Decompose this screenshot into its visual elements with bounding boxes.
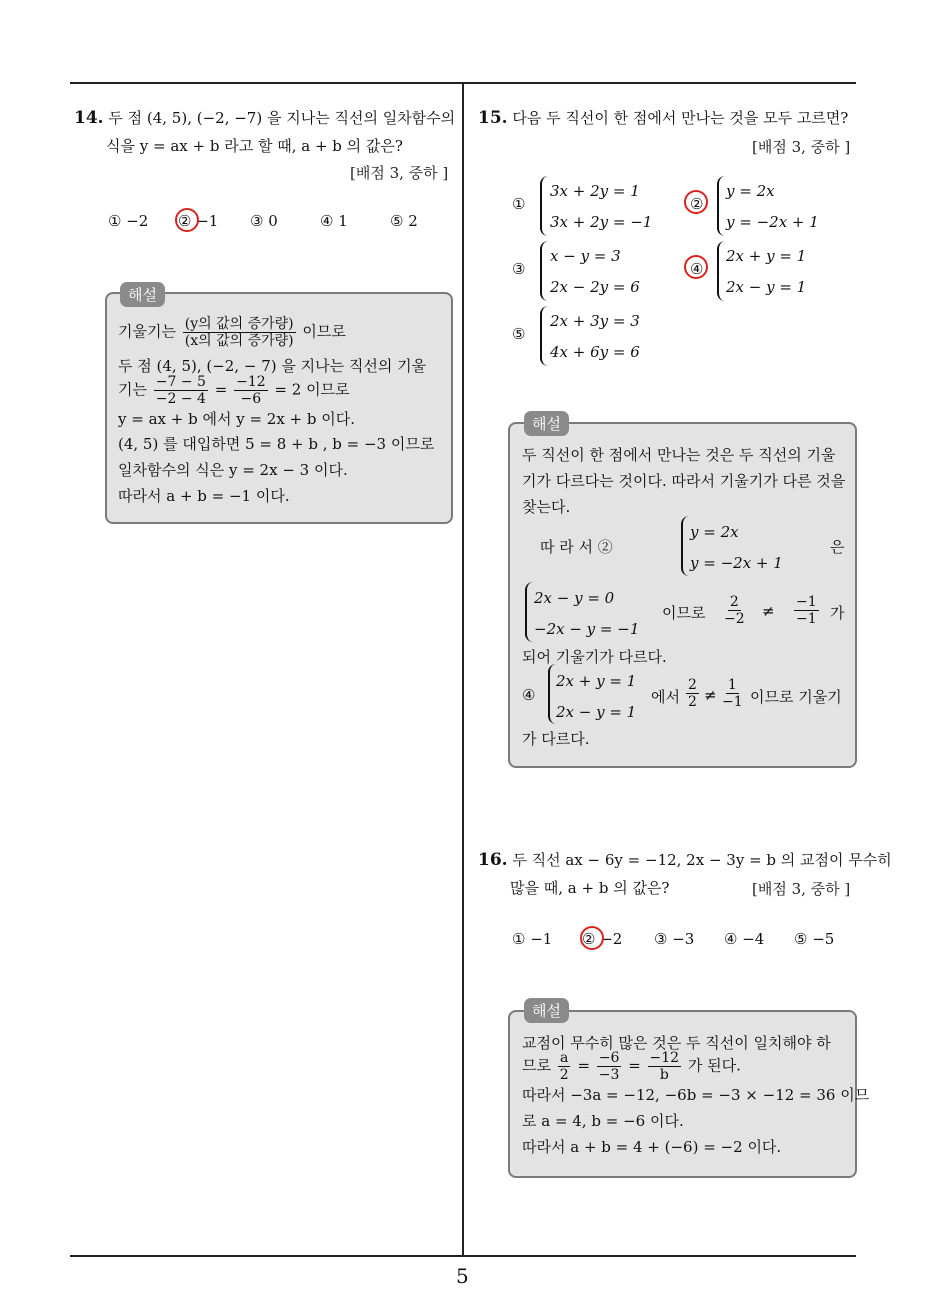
solution-text: 에서	[651, 688, 680, 706]
system-brace	[540, 176, 548, 236]
system-brace	[540, 241, 548, 301]
equation: y = −2x + 1	[690, 554, 783, 572]
system-brace	[540, 306, 548, 366]
equation: 2x + 3y = 3	[550, 312, 640, 330]
equation: 2x − y = 0	[534, 589, 615, 607]
question-14	[74, 104, 458, 160]
solution-line: 일차함수의 식은 y = 2x − 3 이다.	[118, 461, 348, 479]
equation: 2x − y = 1	[556, 703, 637, 721]
solution-line: 교점이 무수히 많은 것은 두 직선이 일치해야 하	[522, 1034, 831, 1052]
question-text-line1: 두 직선 ax − 6y = −12, 2x − 3y = b 의 교점이 무수히	[512, 851, 892, 869]
answer-circle-mark	[175, 208, 199, 232]
equation: y = 2x	[690, 523, 739, 541]
solution-line: 두 직선이 한 점에서 만나는 것은 두 직선의 기울	[522, 446, 836, 464]
equation: y = −2x + 1	[726, 213, 819, 231]
question-number: 14.	[74, 108, 104, 128]
question-text-line1: 두 점 (4, 5), (−2, −7) 을 지나는 직선의 일차함수의	[108, 109, 456, 127]
equation: 2x + y = 1	[726, 247, 807, 265]
solution-tag: 해설	[524, 998, 569, 1023]
page-number: 5	[456, 1264, 469, 1288]
fraction: $\frac{-12}{b}$	[649, 1050, 680, 1083]
solution-line: y = ax + b 에서 y = 2x + b 이다.	[118, 410, 356, 428]
equation: 2x + y = 1	[556, 672, 637, 690]
choice-4[interactable]: ④ −4	[724, 930, 765, 948]
solution-text: 이므로	[662, 604, 706, 622]
option-mark: ④	[522, 686, 536, 704]
fraction: $\frac{1}{-1}$	[722, 677, 743, 710]
solution-text: 이므로 기울기	[750, 688, 842, 706]
option-mark[interactable]: ④	[690, 260, 704, 278]
question-15	[478, 104, 848, 132]
question-text-line2: 많을 때, a + b 의 값은?	[510, 879, 670, 897]
column-divider	[462, 84, 464, 1256]
question-text-line2: 식을 y = ax + b 라고 할 때, a + b 의 값은?	[106, 137, 403, 155]
solution-text: 따 라 서 ②	[540, 538, 613, 556]
fraction: $\frac{-6}{-3}$	[598, 1050, 620, 1083]
solution-line: 찾는다.	[522, 498, 571, 516]
equation: y = 2x	[726, 182, 775, 200]
option-mark[interactable]: ②	[690, 195, 704, 213]
system-brace	[717, 176, 725, 236]
solution-line: 되어 기울기가 다르다.	[522, 648, 667, 666]
fraction: $\frac{a}{2}$	[559, 1050, 569, 1083]
solution-line: 따라서 a + b = −1 이다.	[118, 487, 290, 505]
fraction: $\frac{-7 - 5}{-2 - 4}$	[155, 374, 206, 407]
choice-5[interactable]: ⑤ 2	[390, 212, 418, 230]
equation: −2x − y = −1	[534, 620, 640, 638]
solution-line: 므로 $\frac{a}{2}$ = $\frac{-6}{-3}$ = $\frac{-12}{b}$ 가 된다.	[522, 1050, 741, 1083]
system-brace	[717, 241, 725, 301]
equation: 2x − y = 1	[726, 278, 807, 296]
solution-line: (4, 5) 를 대입하면 5 = 8 + b , b = −3 이므로	[118, 435, 435, 453]
choice-3[interactable]: ③ −3	[654, 930, 695, 948]
choice-2[interactable]: ② −1	[178, 212, 219, 230]
choice-5[interactable]: ⑤ −5	[794, 930, 835, 948]
option-mark[interactable]: ⑤	[512, 325, 526, 343]
fraction: $\frac{-12}{-6}$	[236, 374, 266, 407]
answer-circle-mark	[684, 190, 708, 214]
system-brace	[681, 516, 689, 576]
solution-text: 가	[830, 604, 845, 622]
system-brace	[525, 582, 533, 642]
choice-4[interactable]: ④ 1	[320, 212, 348, 230]
question-text-line1: 다음 두 직선이 한 점에서 만나는 것을 모두 고르면?	[512, 109, 849, 127]
solution-line: 두 점 (4, 5), (−2, − 7) 을 지나는 직선의 기울	[118, 357, 427, 375]
answer-circle-mark	[684, 255, 708, 279]
solution-text: 은	[830, 538, 845, 556]
question-number: 15.	[478, 108, 508, 128]
solution-line: 따라서 a + b = 4 + (−6) = −2 이다.	[522, 1138, 782, 1156]
solution-line: 기는 $\frac{-7 - 5}{-2 - 4}$ = $\frac{-12}{-6}$ = 2 이므로	[118, 374, 350, 407]
fraction: $\frac{-1}{-1}$	[796, 594, 817, 627]
solution-line: 기울기는 $\frac{\text{(y의 값의 증가량)}}{\text{(x의 값의 증가량)}}$ 이므로	[118, 316, 346, 349]
option-mark[interactable]: ①	[512, 195, 526, 213]
not-equal: ≠	[762, 602, 775, 620]
equation: x − y = 3	[550, 247, 621, 265]
solution-line: 가 다르다.	[522, 730, 590, 748]
option-mark[interactable]: ③	[512, 260, 526, 278]
fraction: $\frac{\text{(y의 값의 증가량)}}{\text{(x의 값의 증가량)}}$	[184, 316, 294, 349]
choice-2[interactable]: ② −2	[582, 930, 623, 948]
choice-1[interactable]: ① −1	[512, 930, 553, 948]
equation: 3x + 2y = 1	[550, 182, 640, 200]
equation: 3x + 2y = −1	[550, 213, 653, 231]
not-equal: ≠	[704, 686, 717, 704]
solution-tag: 해설	[524, 411, 569, 436]
equation: 2x − 2y = 6	[550, 278, 640, 296]
solution-line: 로 a = 4, b = −6 이다.	[522, 1112, 684, 1130]
question-meta: [배점 3, 중하 ]	[752, 880, 851, 898]
solution-line: 따라서 −3a = −12, −6b = −3 × −12 = 36 이므	[522, 1086, 870, 1104]
choice-3[interactable]: ③ 0	[250, 212, 278, 230]
equation: 4x + 6y = 6	[550, 343, 640, 361]
question-number: 16.	[478, 850, 508, 870]
question-meta: [배점 3, 중하 ]	[752, 138, 851, 156]
solution-line: 기가 다르다는 것이다. 따라서 기울기가 다른 것을	[522, 472, 846, 490]
question-meta: [배점 3, 중하 ]	[350, 164, 449, 182]
system-brace	[548, 664, 556, 724]
fraction: $\frac{2}{2}$	[688, 677, 697, 710]
bottom-rule	[70, 1255, 856, 1257]
fraction: $\frac{2}{-2}$	[724, 594, 745, 627]
choice-1[interactable]: ① −2	[108, 212, 149, 230]
answer-circle-mark	[580, 926, 604, 950]
solution-tag: 해설	[120, 282, 165, 307]
